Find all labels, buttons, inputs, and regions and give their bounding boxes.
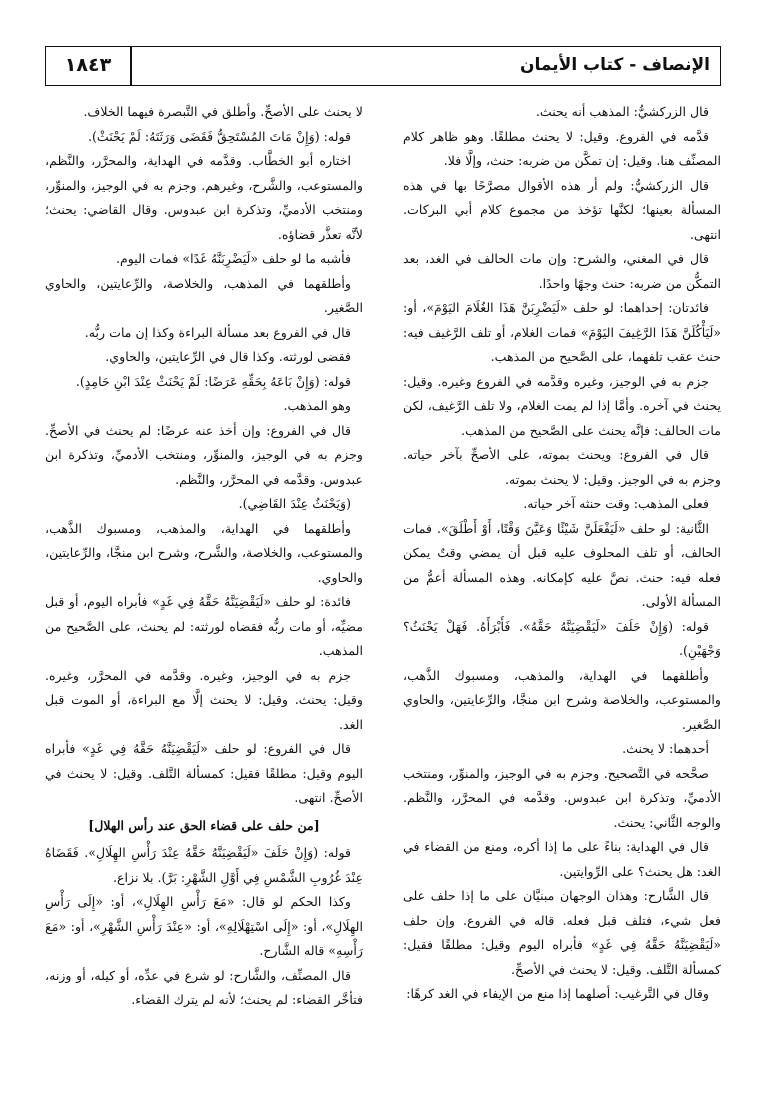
paragraph: قوله: (وَإِنْ حَلَفَ «لَيَقْضِيَنَّهُ حَقَّهُ عِنْدَ رَأْسِ الهِلَالِ». فَقَضَاهُ عِنْدَ غُرُوبِ الشَّمْسِ فِي أَوَّلِ الشَّهْرِ: بَرَّ). بلا نزاع. xyxy=(45,845,363,885)
paragraph: قدَّمه في الفروع. وقيل: لا يحنث مطلقًا. وهو ظاهر كلام المصنِّف هنا. وقيل: إن تمكَّن من ضربه: حنث، وإلَّا فلا. xyxy=(403,128,721,168)
paragraph: وقال في التَّرغيب: أصلهما إذا منع من الإيفاء في الغد كرهًا: xyxy=(406,986,709,1001)
paragraph: وهو المذهب. xyxy=(283,398,351,413)
paragraph: الثَّانية: لو حلف «لَيَفْعَلَنَّ شَيْئًا وَعَيَّنَ وَقْتًا، أَوْ أَطْلَقَ». فمات الحالف، أو تلف المحلوف عليه قبل أن يمضي وقتٌ يمكن فعله فيه: حنث. نصَّ عليه كإمكانه. وهذه المسألة أعمُّ من المسألة الأولى. xyxy=(403,520,721,609)
paragraph: فعلى المذهب: وقت حنثه آخر حياته. xyxy=(523,496,709,511)
paragraph: (وَيَحْنَثُ عِنْدَ القَاضِي). xyxy=(238,496,351,511)
paragraph: قال في المغني، والشرح: وإن مات الحالف في الغد، بعد التمكُّن من ضربه: حنث وجهًا واحدًا. xyxy=(403,251,721,291)
paragraph: قال في الفروع: وإن أخذ عنه عرضًا: لم يحنث في الأصحِّ. وجزم به في الوجيز، والمنوِّر، ومنتخب الأدميِّ، وتذكرة ابن عبدوس. وقدَّمه في المحرَّر، والنَّظم. xyxy=(45,422,363,487)
page-number: ١٨٤٣ xyxy=(64,54,112,76)
page-header xyxy=(45,46,721,86)
header-divider xyxy=(130,47,132,85)
paragraph: قال الزركشيُّ: ولم أر هذه الأقوال مصرَّحًا بها في هذه المسألة بعينها؛ لكنَّها تؤخذ من مجموع كلام أبي البركات. انتهى. xyxy=(403,177,721,242)
running-title: الإنصاف - كتاب الأيمان xyxy=(519,55,710,75)
paragraph: قال في الفروع: لو حلف «لَيَقْضِيَنَّهُ حَقَّهُ فِي غَدٍ» فأبراه اليوم وقيل: مطلقًا فقيل: كمسألة التَّلف. وقيل: لا يحنث في الأصحِّ. انتهى. xyxy=(45,741,363,805)
paragraph: جزم به في الوجيز، وغيره. وقدَّمه في المحرَّر، وغيره. وقيل: يحنث. وقيل: لا يحنث إلَّا مع البراءة، أو الموت قبل الغد. xyxy=(45,667,363,732)
right-column xyxy=(403,100,721,1100)
paragraph: قال الزركشيُّ: المذهب أنه يحنث. xyxy=(535,104,709,119)
left-column xyxy=(45,100,363,1100)
paragraph: اختاره أبو الخطَّاب. وقدَّمه في الهداية، والمحرَّر، والنَّظم، والمستوعب، والشَّرح، وغيرهم. وجزم به في الوجيز، والمنوِّر، ومنتخب الأدميِّ، وتذكرة ابن عبدوس. وقال القاضي: يحنث؛ لأنَّه تعذَّر قضاؤه. xyxy=(45,153,363,242)
paragraph: قوله: (وَإِنْ بَاعَهُ بِحَقِّهِ عَرَضًا: لَمْ يَحْنَثْ عِنْدَ ابْنِ حَامِدٍ). xyxy=(75,373,351,389)
paragraph: قال في الهداية: بناءً على ما إذا أكره، ومنع من القضاء في الغد: هل يحنث؟ على الرِّوايتين. xyxy=(403,839,721,879)
section-heading: [من حلف على قضاء الحق عند رأس الهلال] xyxy=(88,817,320,833)
paragraph: وأطلقهما في الهداية، والمذهب، ومسبوك الذَّهب، والمستوعب، والخلاصة، والشَّرح، وشرح ابن منجَّا، والرِّعايتين، والحاوي. xyxy=(45,520,363,585)
paragraph: فائدة: لو حلف «لَيَقْضِيَنَّهُ حَقَّهُ فِي غَدٍ» فأبراه اليوم، أو قبل مضيِّه، أو مات ربُّه فقضاه لورثته: لم يحنث، على الصَّحيح من المذهب. xyxy=(45,594,363,658)
paragraph: قال في الفروع: ويحنث بموته، على الأصحِّ بآخر حياته. وجزم به في الوجيز. وقيل: لا يحنث بموته. xyxy=(403,447,721,487)
paragraph: قوله: (وَإِنْ مَاتَ المُسْتَحِقُّ فَقَضَى وَرَثَتَهُ: لَمْ يَحْنَثْ). xyxy=(87,128,351,144)
paragraph: قال الشَّارح: وهذان الوجهان مبنيَّان على ما إذا حلف على فعل شيء، فتلف قبل فعله. قاله في الفروع. وإن حلف «لَيَقْضِيَنَّهُ حَقَّهُ فِي غَدٍ» فأبراه اليوم وقيل: مطلقًا فقيل: كمسألة التَّلف. وقيل: لا يحنث في الأصحِّ. xyxy=(403,888,721,977)
paragraph: صحَّحه في التَّصحيح. وجزم به في الوجيز، والمنوِّر، ومنتخب الأدميِّ، وتذكرة ابن عبدوس. وقدَّمه في المحرَّر، والنَّظم. والوجه الثَّاني: يحنث. xyxy=(403,765,721,830)
paragraph: قال في الفروع بعد مسألة البراءة وكذا إن مات ربُّه. xyxy=(84,324,351,340)
paragraph: وأطلقهما في المذهب، والخلاصة، والرِّعايتين، والحاوي الصَّغير. xyxy=(45,275,363,315)
paragraph: فأشبه ما لو حلف «لَيَضْرِبَنَّهُ غَدًا» فمات اليوم. xyxy=(115,251,351,266)
paragraph: وكذا الحكم لو قال: «مَعَ رَأْسِ الهِلَالِ»، أو: «إِلَى رَأْسِ الهِلَالِ»، أو: «إِلَى اسْتِهْلَالِهِ»، أو: «عِنْدَ رَأْسِ الشَّهْرِ»، أو: «مَعَ رَأْسِهِ» قاله الشَّارح. xyxy=(45,894,363,958)
paragraph: قوله: (وَإِنْ حَلَفَ «لَيَقْضِيَنَّهُ حَقَّهُ». فَأَبْرَأَهُ. فَهَلْ يَحْنَثُ؟ وَجْهَيْنِ). xyxy=(403,618,721,658)
paragraph: جزم به في الوجيز، وغيره وقدَّمه في الفروع وغيره. وقيل: يحنث في آخره. وأمَّا إذا لم يمت الغلام، ولا تلف الرَّغيف، لكن مات الحالف: فإنَّه يحنث على الصَّحيح من المذهب. xyxy=(403,373,721,438)
paragraph: فائدتان: إحداهما: لو حلف «لَيَضْرِبَنَّ هَذَا الغُلَامَ اليَوْمَ»، أو: «لَيَأْكُلَنَّ هَذَا الرَّغِيفَ اليَوْمَ» فمات الغلام، أو تلف الرَّغيف فيه: حنث عقب تلفهما، على الصَّحيح من المذهب. xyxy=(403,300,721,364)
paragraph: أحدهما: لا يحنث. xyxy=(622,741,709,756)
paragraph: فقضى لورثته. وكذا قال في الرِّعايتين، والحاوي. xyxy=(105,349,351,364)
paragraph: وأطلقهما في الهداية، والمذهب، ومسبوك الذَّهب، والمستوعب، والخلاصة وشرح ابن منجَّا، والرِّعايتين، والحاوي الصَّغير. xyxy=(403,667,721,732)
paragraph: قال المصنِّف، والشَّارح: لو شرع في عدِّه، أو كيله، أو وزنه، فتأخَّر القضاء: لم يحنث؛ لأنه لم يترك القضاء. xyxy=(45,967,363,1007)
paragraph: لا يحنث على الأصحِّ. وأطلق في التَّبصرة فيهما الخلاف. xyxy=(83,104,363,119)
